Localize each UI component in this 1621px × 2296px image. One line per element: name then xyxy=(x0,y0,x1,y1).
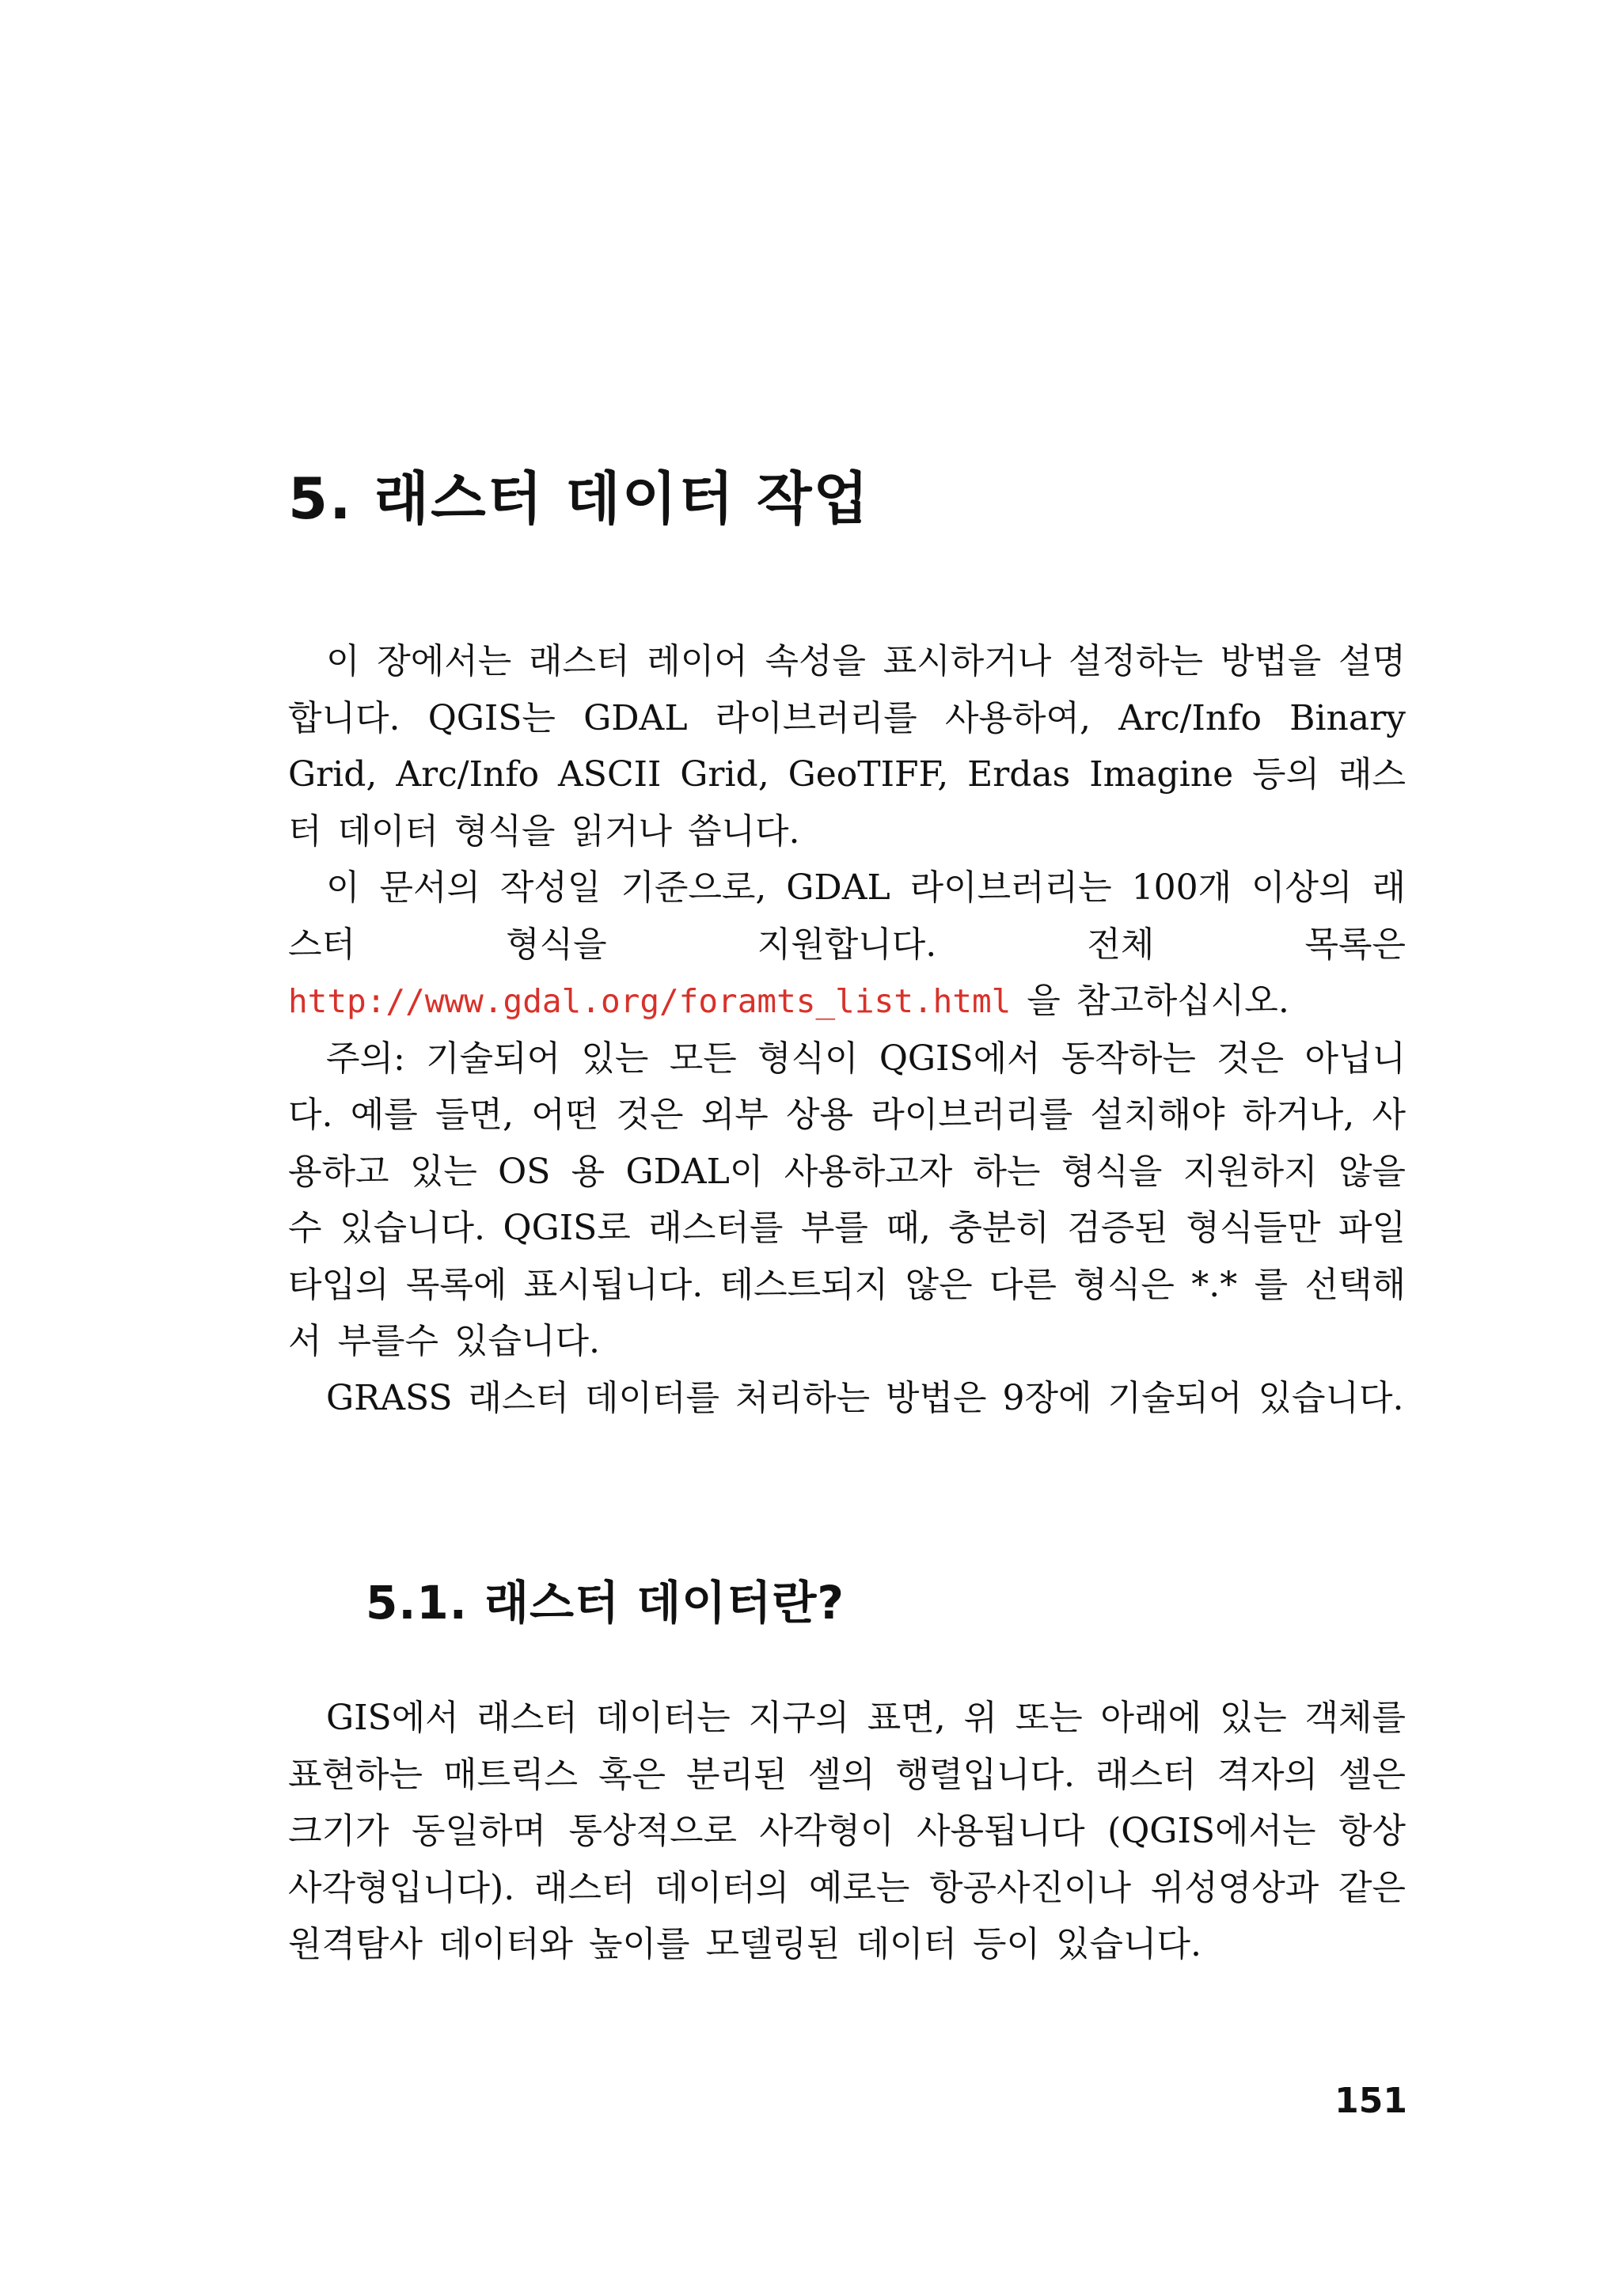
section-body xyxy=(288,1690,1406,1973)
intro-paragraph-2 xyxy=(288,860,1406,1030)
intro-paragraph-2-text-before: 이 문서의 작성일 기준으로, GDAL 라이브러리는 100개 이상의 래스터 형식을 지원합니다. 전체 목록은 xyxy=(288,867,1406,965)
gdal-formats-link[interactable]: http://www.gdal.org/foramts_list.html xyxy=(288,982,1012,1020)
intro-paragraph-2-text-after: 을 참고하십시오. xyxy=(1011,981,1289,1021)
intro-paragraph-1: 이 장에서는 래스터 레이어 속성을 표시하거나 설정하는 방법을 설명합니다. QGIS는 GDAL 라이브러리를 사용하여, Arc/Info Binary Grid, Arc/Info ASCII Grid, GeoTIFF, Erdas Imagine 등의 래스터 데이터 형식을 읽거나 씁니다. xyxy=(288,641,1406,852)
chapter-title: 5. 래스터 데이터 작업 xyxy=(288,465,871,532)
intro-paragraph-3: 주의: 기술되어 있는 모든 형식이 QGIS에서 동작하는 것은 아닙니다. 예를 들면, 어떤 것은 외부 상용 라이브러리를 설치해야 하거나, 사용하고 있는 OS 용 GDAL이 사용하고자 하는 형식을 지원하지 않을 수 있습니다. QGIS로 래스터를 부를 때, 충분히 검증된 형식들만 파일 타입의 목록에 표시됩니다. 테스트되지 않은 다른 형식은 *.* 를 선택해서 부를수 있습니다. xyxy=(288,1038,1406,1361)
page-number: 151 xyxy=(1334,2081,1407,2121)
section-title: 5.1. 래스터 데이터란? xyxy=(366,1576,845,1630)
intro-body xyxy=(288,633,1406,1426)
intro-paragraph-4: GRASS 래스터 데이터를 처리하는 방법은 9장에 기술되어 있습니다. xyxy=(326,1377,1404,1418)
section-paragraph-1: GIS에서 래스터 데이터는 지구의 표면, 위 또는 아래에 있는 객체를 표현하는 매트릭스 혹은 분리된 셀의 행렬입니다. 래스터 격자의 셀은 크기가 동일하며 통상적으로 사각형이 사용됩니다 (QGIS에서는 항상 사각형입니다). 래스터 데이터의 예로는 항공사진이나 위성영상과 같은 원격탐사 데이터와 높이를 모델링된 데이터 등이 있습니다. xyxy=(288,1698,1406,1964)
